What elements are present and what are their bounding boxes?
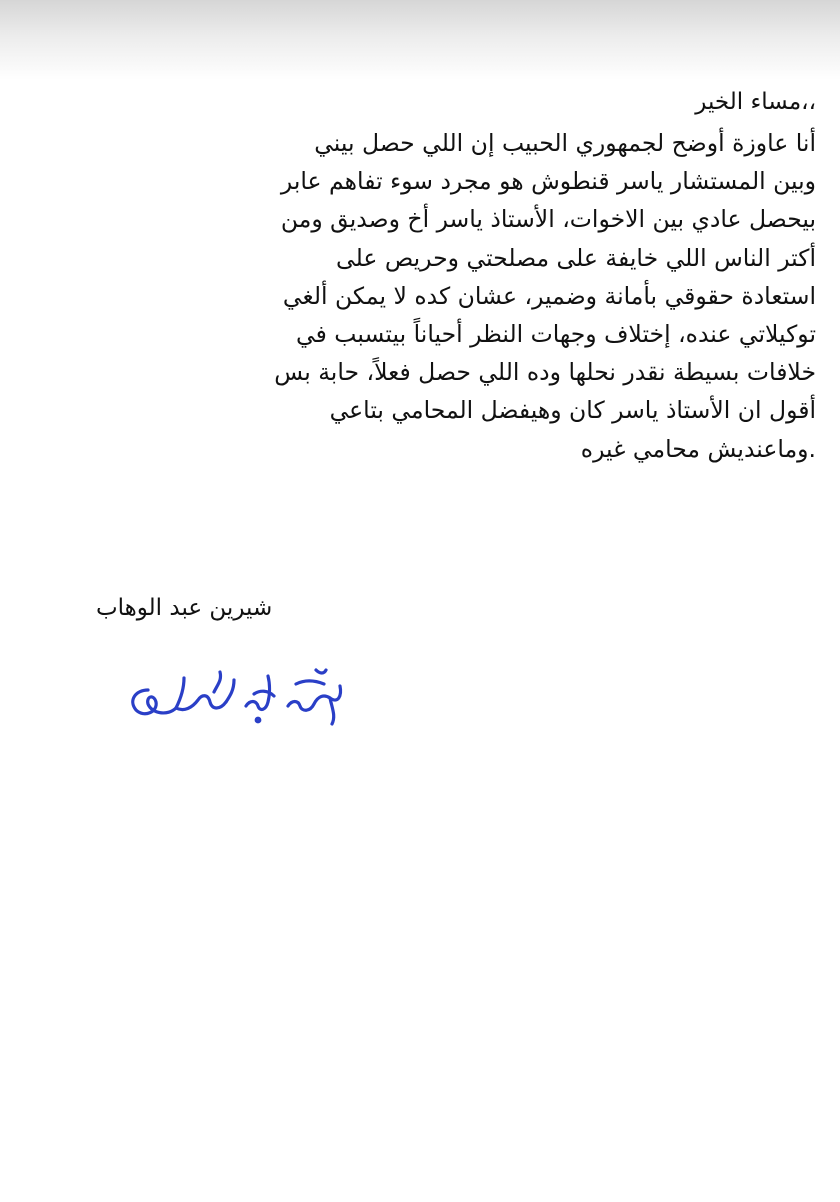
letter-line: خلافات بسيطة نقدر نحلها وده اللي حصل فعلاً، حابة بس [274,358,816,387]
signer-name: شيرين عبد الوهاب [96,595,273,621]
letter-line: أنا عاوزة أوضح لجمهوري الحبيب إن اللي حصل بيني [314,129,816,157]
signature-drawing [118,650,358,740]
letter-line: .وماعنديش محامي غيره [580,434,816,463]
letter-paragraph [96,124,816,468]
handwritten-signature [118,650,358,740]
letter-line: أقول ان الأستاذ ياسر كان وهيفضل المحامي بتاعي [329,396,816,425]
greeting: ،،مساء الخير [695,89,816,115]
top-shadow [0,0,840,80]
letter-line: أكتر الناس اللي خايفة على مصلحتي وحريص على [335,243,816,272]
letter-line: استعادة حقوقي بأمانة وضمير، عشان كده لا يمكن ألغي [282,281,816,310]
letter-line: بيحصل عادي بين الاخوات، الأستاذ ياسر أخ وصديق ومن [280,205,816,234]
letter-line: وبين المستشار ياسر قنطوش هو مجرد سوء تفاهم عابر [280,167,816,196]
letter-body [96,82,816,468]
letter-line: توكيلاتي عنده، إختلاف وجهات النظر أحياناً بيتسبب في [296,319,816,348]
